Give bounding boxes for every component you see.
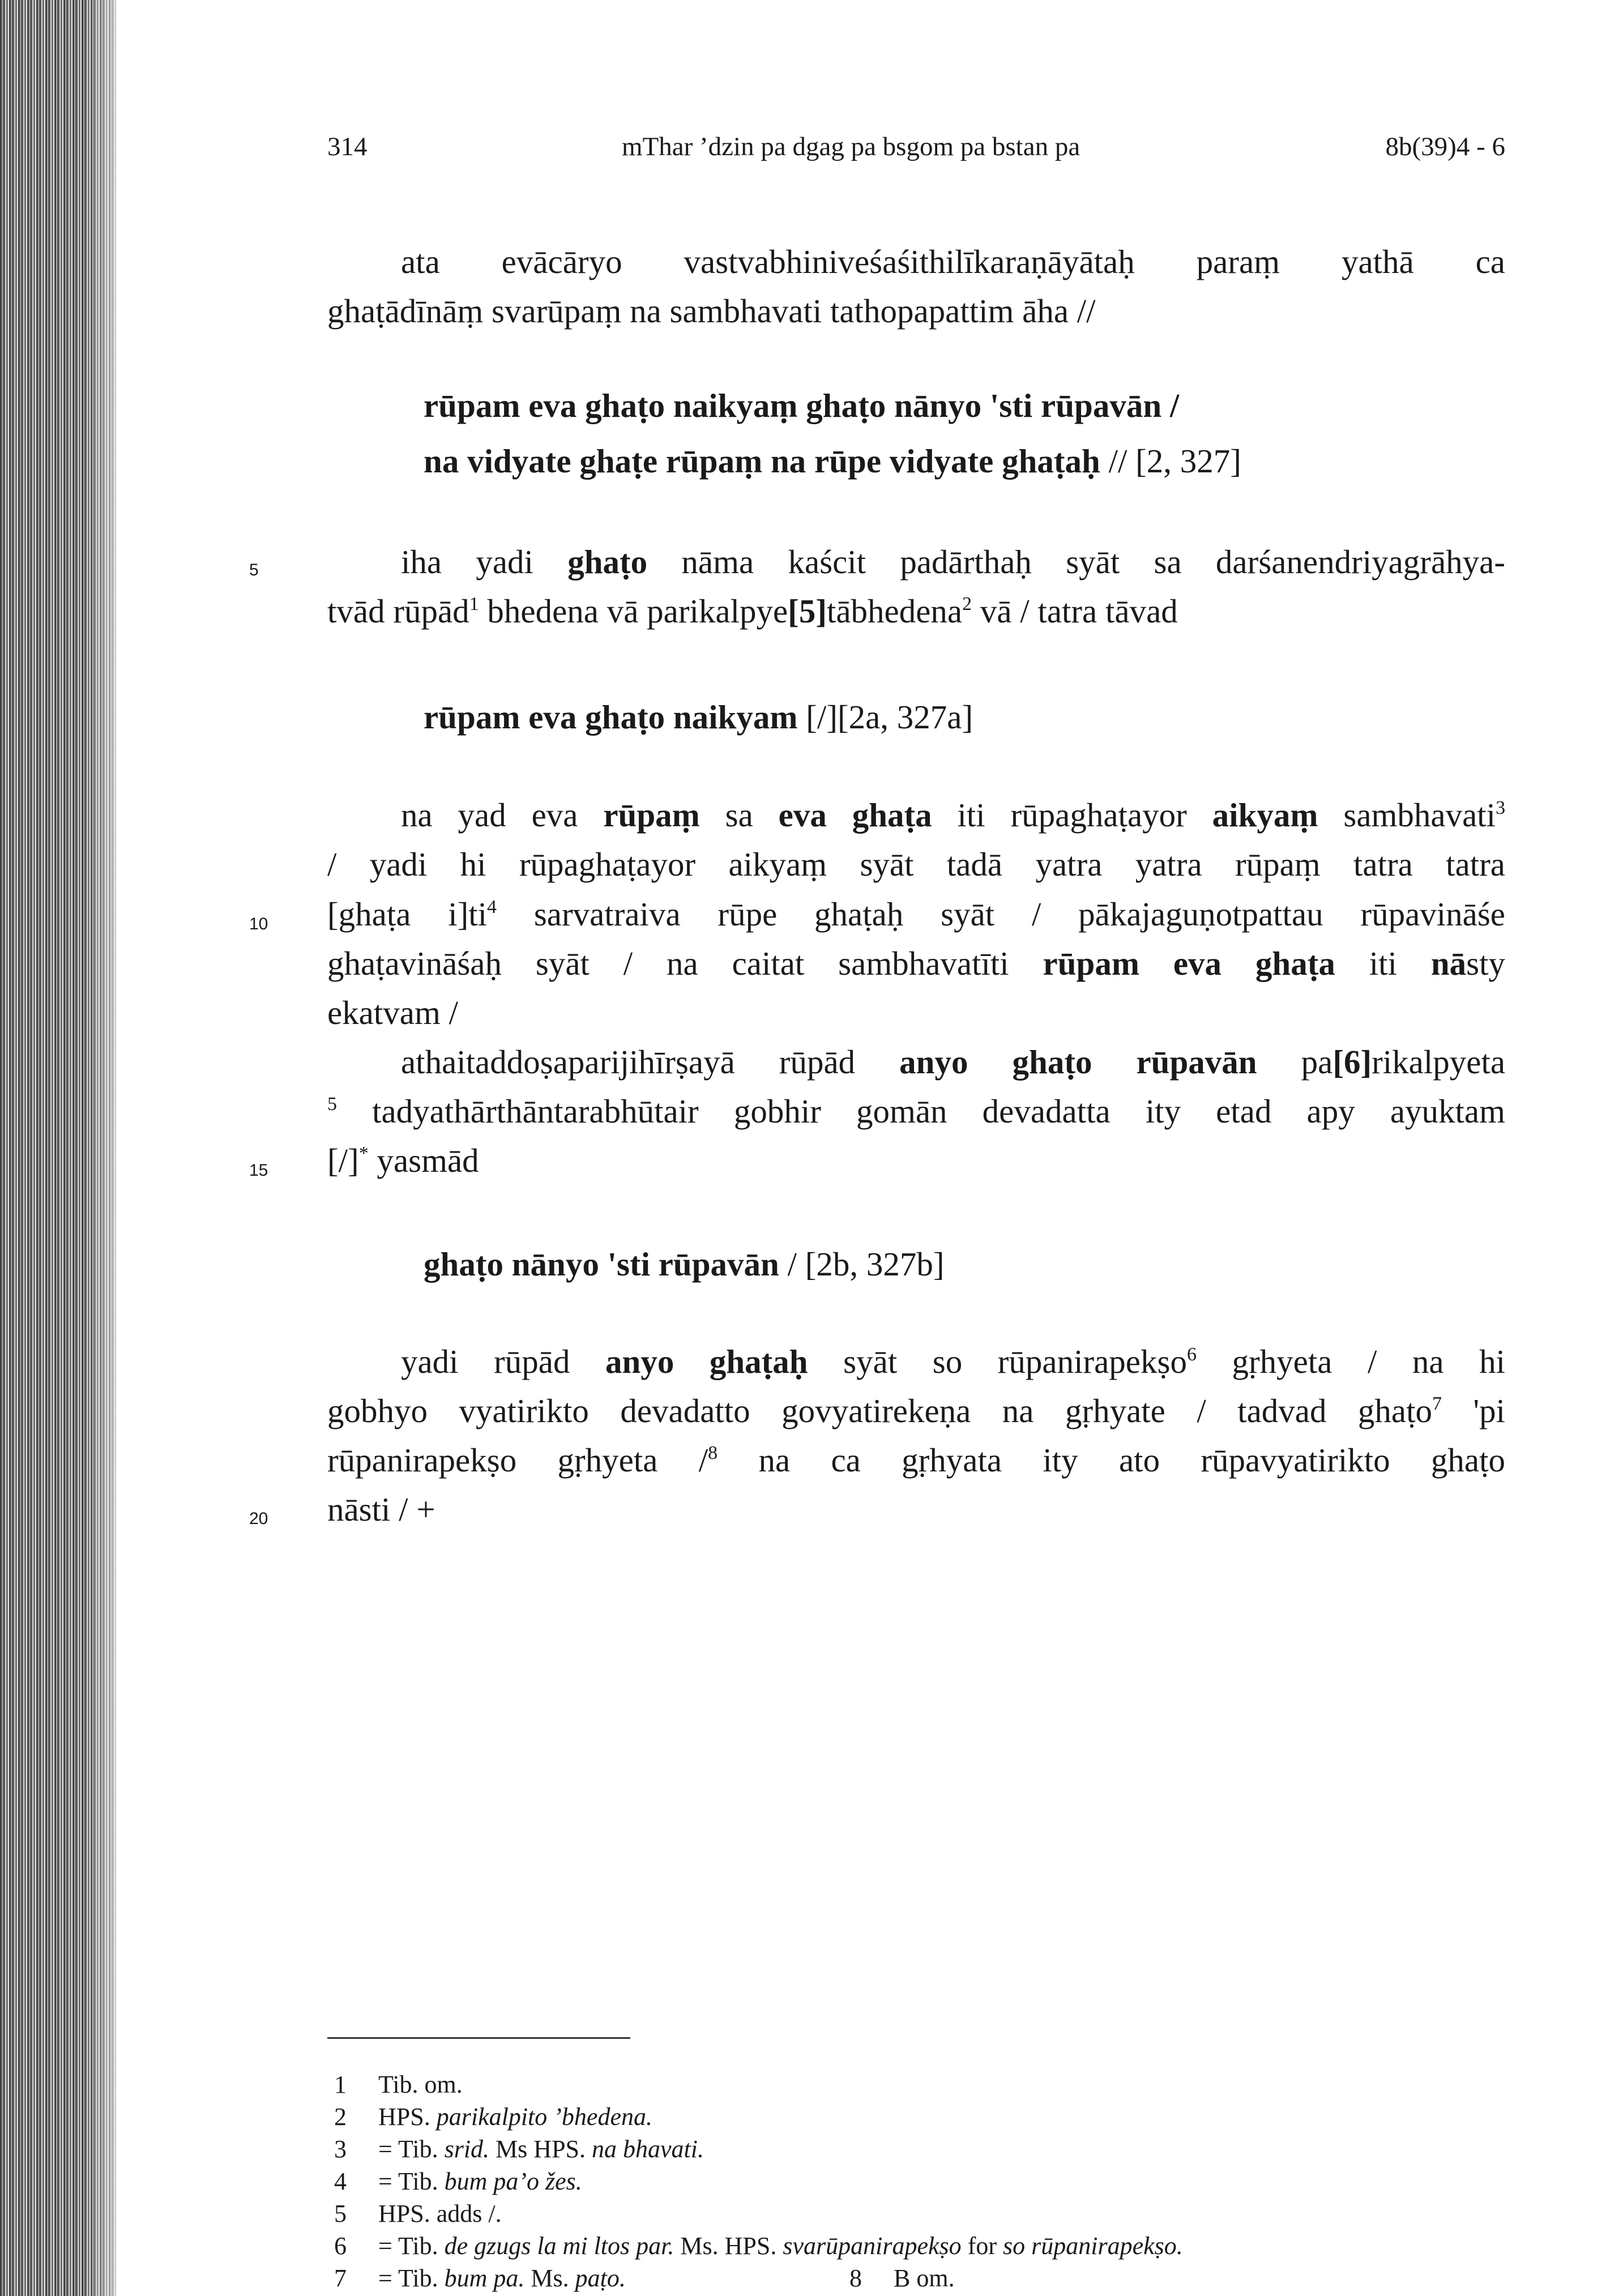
quote-1 [424, 698, 973, 737]
section-reference: 8b(39)4 - 6 [1385, 132, 1505, 161]
footnote-text: Ms HPS. [496, 2135, 586, 2163]
footnote-text: HPS. [378, 2103, 430, 2131]
paragraph-3-line-2 [327, 1092, 1505, 1131]
footnote-number: 1 [334, 2071, 347, 2098]
folio-marker: [5] [788, 592, 827, 630]
footnote-divider [327, 2037, 630, 2039]
line-number: 20 [249, 1509, 268, 1528]
verse-text: na vidyate ghaṭe rūpaṃ na rūpe vidyate ghaṭaḥ [424, 442, 1100, 480]
footnote-ref: * [358, 1143, 369, 1164]
footnote-number: 4 [334, 2167, 347, 2195]
text-run [1431, 945, 1505, 982]
text-bold: aikyaṃ [1212, 796, 1318, 834]
paragraph-2-line-1 [327, 796, 1505, 835]
running-title: mThar ’dzin pa dgag pa bsgom pa bstan pa [622, 132, 1080, 161]
text-bold: ghaṭo [567, 543, 648, 581]
footnote-6 [334, 2231, 1183, 2260]
footnote-ref: 4 [487, 897, 497, 917]
paragraph-2-line-2: / yadi hi rūpaghaṭayor aikyaṃ syāt tadā yatra yatra rūpaṃ tatra tatra [327, 846, 1505, 883]
footnote-number: 2 [334, 2103, 347, 2131]
footnote-4 [334, 2167, 582, 2196]
text-bold: anyo ghaṭaḥ [605, 1343, 808, 1380]
line-number: 5 [249, 561, 259, 579]
text-run: vā / tatra tāvad [972, 592, 1178, 630]
text-run: ghaṭavināśaḥ syāt / na caitat sambhavatīti [327, 945, 1009, 982]
verse-reference: // [2, 327] [1108, 442, 1241, 480]
footnote-ref: 1 [469, 594, 479, 614]
footnote-italic: parikalpito ’bhedena. [436, 2103, 652, 2131]
text-run: 'pi [1442, 1392, 1506, 1429]
footnote-ref: 3 [1496, 797, 1506, 818]
footnote-text: for [967, 2232, 997, 2260]
footnote-text: = Tib. [378, 2264, 438, 2292]
paragraph-1-line-1 [327, 543, 1505, 582]
footnote-italic: svarūpanirapekṣo [783, 2232, 962, 2260]
footnote-text: = Tib. [378, 2167, 438, 2195]
footnote-5 [334, 2199, 502, 2228]
text-run [1301, 1043, 1505, 1081]
footnote-italic: so rūpanirapekṣo. [1003, 2232, 1183, 2260]
footnote-7 [334, 2264, 626, 2293]
footnote-ref: 6 [1186, 1344, 1197, 1365]
quote-reference: / [2b, 327b] [779, 1245, 945, 1283]
footnote-text: Tib. om. [378, 2071, 463, 2098]
text-run: gobhyo vyatirikto devadatto govyatirekeṇa na gṛhyate / tadvad ghaṭo [327, 1392, 1433, 1429]
line-number: 10 [249, 915, 268, 933]
footnote-text: B om. [894, 2264, 955, 2292]
text-run: sambhavati [1343, 796, 1496, 834]
quote-text: ghaṭo nānyo 'sti rūpavān [424, 1245, 779, 1283]
quote-reference: [/][2a, 327a] [797, 698, 973, 736]
text-bold: eva ghaṭa [778, 796, 932, 834]
text-run: sty [1466, 945, 1506, 982]
footnote-3 [334, 2135, 704, 2163]
text-bold: rūpam eva ghaṭa [1043, 945, 1335, 982]
paragraph-4-line-1 [327, 1342, 1505, 1381]
text-bold: anyo ghaṭo rūpavān [899, 1043, 1257, 1081]
text-run: yadi rūpād [401, 1343, 570, 1380]
text-run: yasmād [368, 1142, 479, 1179]
footnote-number: 7 [334, 2264, 347, 2292]
folio-marker: [6] [1332, 1043, 1372, 1081]
paragraph-4-line-4: nāsti / + [327, 1491, 435, 1528]
verse-text: rūpam eva ghaṭo naikyaṃ ghaṭo nānyo 'sti rūpavān / [424, 387, 1180, 424]
text-run: tvād rūpād [327, 592, 469, 630]
text-bold: rūpaṃ [603, 796, 700, 834]
text-run: tadyathārthāntarabhūtair gobhir gomān devadatta ity etad apy ayuktam [337, 1092, 1505, 1130]
footnote-1 [334, 2070, 463, 2099]
text-run [1343, 796, 1505, 834]
footnote-text: Ms. [531, 2264, 569, 2292]
text-run: sarvatraiva rūpe ghaṭaḥ syāt / pākajaguṇotpattau rūpavināśe [497, 895, 1505, 933]
footnote-ref: 8 [708, 1443, 718, 1463]
text-run: rikalpyeta [1372, 1043, 1506, 1081]
text-run: iti rūpaghaṭayor [957, 796, 1187, 834]
text-run: bhedena vā parikalpye [479, 592, 788, 630]
paragraph-3-line-3 [327, 1141, 1505, 1180]
footnote-number: 6 [334, 2232, 347, 2260]
footnote-italic: bum pa. [444, 2264, 525, 2292]
paragraph-2-line-4 [327, 944, 1505, 983]
line-number: 15 [249, 1161, 268, 1180]
footnote-text: Ms. HPS. [680, 2232, 777, 2260]
footnote-ref: 2 [962, 594, 972, 614]
text-bold: nā [1430, 945, 1467, 982]
footnote-number: 3 [334, 2135, 347, 2163]
paragraph-4-line-3 [327, 1441, 1505, 1480]
text-run: athaitaddoṣaparijihīrṣayā rūpād [401, 1043, 856, 1081]
footnote-italic: na bhavati. [592, 2135, 704, 2163]
binding-shadow [85, 0, 136, 2296]
text-run: na ca gṛhyata ity ato rūpavyatirikto ghaṭo [717, 1441, 1506, 1479]
footnote-italic: paṭo. [575, 2264, 626, 2292]
page-number: 314 [327, 132, 368, 161]
text-run: pa [1301, 1043, 1333, 1081]
footnote-text: = Tib. [378, 2135, 438, 2163]
text-run: sa [725, 796, 753, 834]
page-header [327, 131, 1505, 171]
paragraph-2-line-5: ekatvam / [327, 994, 458, 1031]
footnote-italic: bum pa’o žes. [444, 2167, 582, 2195]
text-run: rūpanirapekṣo gṛhyeta / [327, 1441, 708, 1479]
footnote-8 [849, 2264, 955, 2293]
quote-text: rūpam eva ghaṭo naikyam [424, 698, 798, 736]
verse-line-2 [424, 442, 1241, 481]
footnote-2 [334, 2102, 652, 2131]
quote-2 [424, 1245, 945, 1284]
footnote-ref: 7 [1432, 1393, 1442, 1414]
paragraph-2-line-3 [327, 895, 1505, 934]
text-run: syāt so rūpanirapekṣo [843, 1343, 1187, 1380]
footnote-italic: srid. [444, 2135, 490, 2163]
paragraph-4-line-2 [327, 1392, 1505, 1431]
paragraph-1-line-2 [327, 592, 1505, 631]
text-run: iti [1369, 945, 1397, 982]
text-run: iha yadi [401, 543, 533, 581]
footnote-italic: de gzugs la mi ltos par. [444, 2232, 674, 2260]
text-run: [/] [327, 1142, 359, 1179]
verse-line-1 [424, 386, 1179, 425]
text-run: nāma kaścit padārthaḥ syāt sa darśanendriyagrāhya- [681, 543, 1505, 581]
intro-line-1: ata evācāryo vastvabhiniveśaśithilīkaraṇāyātaḥ paraṃ yathā ca [401, 243, 1505, 280]
intro-line-2: ghaṭādīnāṃ svarūpaṃ na sambhavati tathopapattim āha // [327, 292, 1096, 330]
text-run: tābhedena [826, 592, 963, 630]
footnote-ref: 5 [327, 1094, 337, 1115]
footnote-number: 5 [334, 2200, 347, 2227]
footnote-number: 8 [849, 2264, 862, 2292]
text-run: na yad eva [401, 796, 578, 834]
footnote-text: = Tib. [378, 2232, 438, 2260]
footnote-text: HPS. adds /. [378, 2200, 502, 2227]
text-run: gṛhyeta / na hi [1196, 1343, 1506, 1380]
paragraph-3-line-1 [327, 1043, 1505, 1082]
text-run: [ghaṭa i]ti [327, 895, 488, 933]
